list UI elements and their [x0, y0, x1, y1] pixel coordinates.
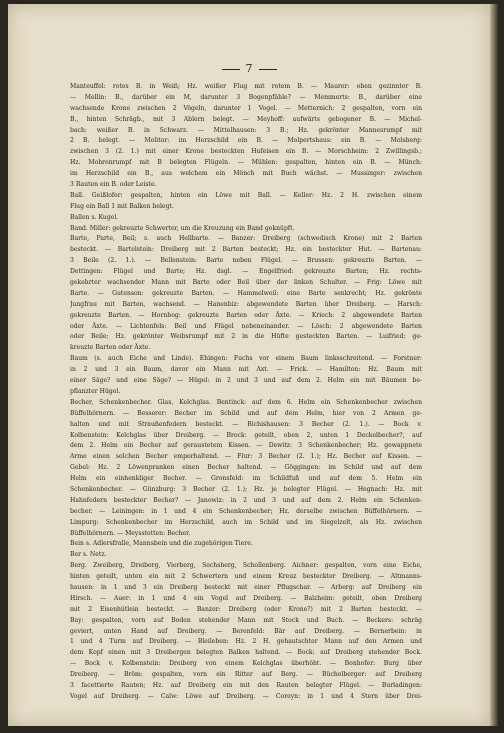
- text-line: dem Kopf einen mit 3 Dreibergen belegten Balken haltend. — Bock: auf Dreiberg stehender Bock.: [70, 649, 422, 657]
- text-line: hausen: in 1 und 3 ein Dreiberg besteckt mit einer Pflugschar. — Arberg: auf Dreiberg ein: [70, 583, 422, 591]
- text-line: Barte, Parte, Beil; s. auch Hellbarte. — Banzer: Dreiberg (schwedisch Krone) mit 2 Barten: [70, 235, 422, 243]
- text-line: Ballen s. Kugel.: [70, 213, 119, 221]
- text-line: kreuzte Barten oder Äxte.: [70, 344, 151, 352]
- text-line: Baum (s. auch Eiche und Linde). Ehingen: Fuchs vor einem Baum linksschreitend. — Forstner:: [70, 355, 422, 363]
- text-line: Vogel auf Dreiberg. — Calw: Löwe auf Dreiberg. — Coreyn: in 1 und 4 Stern über Drei-: [70, 692, 422, 700]
- text-line: geviert, unten Hand auf Dreiberg. — Berenfeld: Bär auf Dreiberg. — Bernerbein: in: [70, 627, 422, 635]
- text-line: im Herzschild ein B., aus welchem ein Mönch mit Buch wächst. — Mussinger: zwischen: [70, 170, 422, 178]
- text-line: bach: weißer B. in Schwarz. — Mittelhausen: 3 B.; Hz. gekrönter Mannesrumpf mit: [70, 126, 422, 134]
- text-line: Ball. Geißlofer: gespalten, hinten ein Löwe mit Ball. — Keller: Hz. 2 H. zwischen einem: [70, 191, 422, 199]
- text-line: Arme einen solchen Becher emporhaltend. — Flur: 3 Becher (2. 1.); Hz. Becher auf Kissen. —: [70, 453, 422, 461]
- text-line: dem 2. Helm ein Becher auf geraustetem Kissen. — Dewitz: 3 Schenkenbecher; Hz. gewappnete: [70, 442, 422, 450]
- text-line: wachsende Krone zwischen 2 Vögeln, darunter 1 Vogel. — Metternich: 2 gespalten, vorn ein: [70, 104, 422, 112]
- text-line: Barte. — Gutenson: gekreuzte Barten. — Hammelweil: eine Barte senkrecht; Hz. gekrönte: [70, 289, 422, 297]
- text-line: Jungfrau mit Barten, wachsend. — Hanenbiz: abgewendete Barten über Dreiberg. — Harsch:: [70, 300, 422, 308]
- text-line: oder Äxte. — Lichtenfels: Beil und Flügel nebeneinander. — Lösch: 2 abgewendete Barten: [70, 322, 422, 330]
- text-line: Berg. Zweiberg, Dreiberg, Vierberg, Sechsberg, Schollenberg. Aichner: gespalten, vorn eine Eiche,: [70, 562, 422, 570]
- text-line: Dettingen: Flügel und Barte; Hz. dsgl. — Engelfried: gekreuzte Barten; Hz. rechts-: [70, 268, 422, 276]
- text-line: oder Beile; Hz. gekrönter Weibsrumpf mit 2 in die Hüfte gesteckten Barten. — Luifried: ge-: [70, 333, 422, 341]
- text-line: gekreuzte Barten. — Hornbog: gekreuzte Barten oder Äxte. — Kriech: 2 abgewendete Barten: [70, 311, 422, 319]
- text-line: pflanzter Hügel.: [70, 387, 121, 395]
- text-line: — Mellin: B., darüber ein M, darunter 3 Bogenpfähle? — Memmerts: B., darüber eine: [70, 93, 422, 101]
- text-line: Limpurg: Schenkenbecher im Herzschild, auch im Schild und im Siegelzelt, als Hz. zwischen: [70, 518, 422, 526]
- text-line: mit 2 Eisenhütlein besteckt. — Banzer: Dreiberg (oder Krone?) mit 2 Barten besteckt. —: [70, 605, 422, 613]
- document-page: [8, 4, 490, 726]
- text-line: 3 facettierte Rauten; Hz. auf Dreiberg ein mit den Rauten belegter Flügel. — Burladingen:: [70, 681, 422, 689]
- text-line: 3 Rauten ein B. oder Leiste.: [70, 181, 157, 189]
- text-line: Band. Miller: gekreuzte Schwerter, um die Kreuzung ein Band geknüpft.: [70, 224, 295, 232]
- text-line: Bay: gespalten, vorn auf Boden stehender Mann mit Stock und Buch. — Beckers: schräg: [70, 616, 422, 624]
- text-line: einer Säge? und eine Säge? — Hügel: in 2 und 3 und auf dem 2. Helm ein mit Bäumen be-: [70, 377, 422, 385]
- text-line: — Bock v. Kolbenstein: Dreiberg von einem Kelchglas überhöht. — Bonhofer: Burg über: [70, 660, 422, 668]
- text-line: in 2 und 3 ein Baum, davor ein Mann mit Axt. — Frick. — Hamilton: Hz. Baum mit: [70, 366, 422, 374]
- text-line: Manteuffel: rotes B. in Weiß; Hz. weißer Flug mit rotem B. — Maurer: oben gezinnter B.: [70, 83, 422, 90]
- text-body: [70, 82, 422, 703]
- text-line: zwischen 3 (2. 1.) mit einer Krone besteckten Hufeisen ein B. — Morschheim: 2 Zwillingsb.;: [70, 148, 422, 156]
- text-line: Helm ein einhenkliger Becher. — Gronsfeld: im Schildfuß und auf dem 5. Helm ein: [70, 475, 422, 483]
- text-line: Hahnfedern besteckter Becher? — Janowiz: in 2 und 3 und auf dem 2. Helm ein Schenken-: [70, 496, 422, 504]
- text-line: 3 Beile (2. 1.). — Bellenstein: Barte neben Flügel. — Brussen: gekreuzte Barten. —: [70, 257, 422, 265]
- text-line: Bein s. Adlersfralle, Mannsbein und die zugehörigen Tiere.: [70, 540, 253, 548]
- text-line: Hirsch. — Auer: in 1 und 4 ein Vogel auf Dreiberg. — Balzheim: geteilt, oben Dreiberg: [70, 594, 422, 602]
- text-line: Schenkenbecher. — Günzburg: 3 Becher (2. 1.); Hz. je belegter Flügel. — Hegnach: Hz. mit: [70, 485, 422, 493]
- text-line: gekehrter wachsender Mann mit Barte oder Beil über der linken Schulter. — Frig: Löwe mit: [70, 279, 422, 287]
- text-line: becher. — Leiningen: in 1 und 4 ein Schenkenbecher; Hz. derselbe zwischen Büffelhörnern. —: [70, 507, 422, 515]
- text-line: Gebel: Hz. 2 Löwenpranken einen Becher haltend. — Göggingen: im Schild und auf dem: [70, 464, 422, 472]
- text-line: halten und mit Straußenfedern besteckt. — Bichishausen: 3 Becher (2. 1.). — Bock v.: [70, 420, 422, 428]
- text-line: Ber s. Netz.: [70, 551, 107, 559]
- text-line: Flug ein Ball 1 mit Balken belegt.: [70, 202, 174, 210]
- page-number: 7: [8, 62, 490, 75]
- text-line: B., hinten Schrägb., mit 3 Ablern belegt. — Meyhoff: aufwärts gebogener B. — Michel-: [70, 115, 422, 123]
- text-line: hinten geteilt, unten ein mit 2 Schwertern und einem Kreuz besteckter Dreiberg. — Altmanns-: [70, 573, 422, 581]
- text-line: Büffelhörnern. — Meysstetten: Becher.: [70, 529, 191, 537]
- text-line: besteckt. — Bartelstein: Dreiberg mit 2 Barten besteckt; Hz. ein besteckter Hut. — Bartenau:: [70, 246, 422, 254]
- text-line: Hz. Mohrenrumpf mit B belegten Flügeln. — Mühlen: gespalten, hinten ein B. — Münch:: [70, 159, 422, 167]
- text-line: Kolbenstein: Kelchglas über Dreiberg. — Brock: geteilt, oben 2, unten 1 Deckelbecher?, auf: [70, 431, 422, 439]
- text-line: Dreiberg. — Bröm: gespalten, vorn ein Ritter auf Berg. — Büchelberger: auf Dreiberg: [70, 671, 422, 679]
- text-line: 2 B. belegt. — Molitor: im Herzschild ein B. — Molpertshaus: ein B. — Molsberg:: [70, 137, 422, 145]
- text-line: Becher, Schenkenbecher. Glas, Kelchglas. Bentinck: auf dem 6. Helm ein Schenkenbecher zwischen: [70, 398, 422, 406]
- text-line: 1 und 4 Turm auf Dreiberg. — Bleileben: Hz. 2 H. gehautschter Mann auf den Armen und: [70, 638, 422, 646]
- text-line: Büffelhörnern. — Besserer: Becher im Schild und auf dem Helm, hier von 2 Armen ge-: [70, 409, 422, 417]
